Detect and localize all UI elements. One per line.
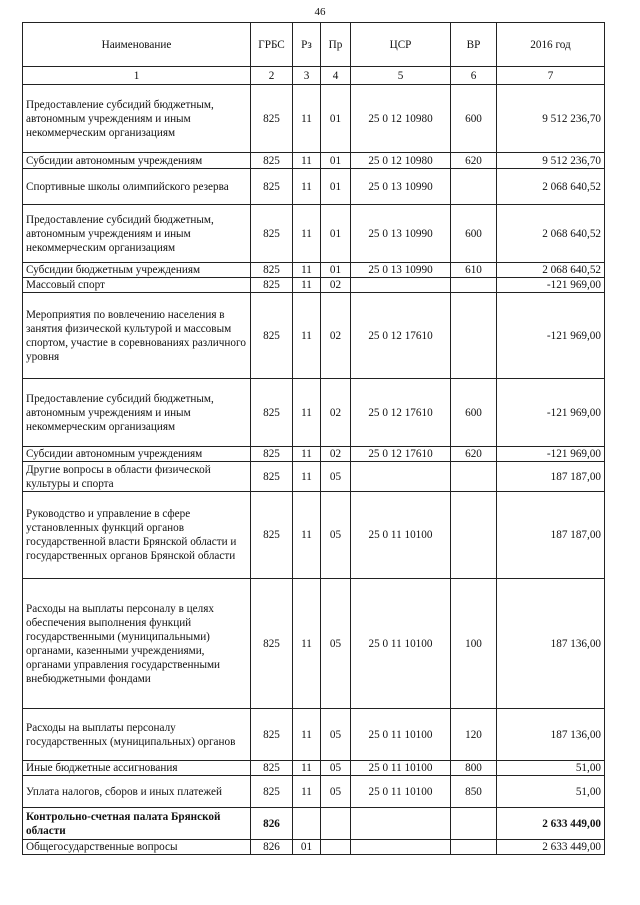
- cell-rz: 11: [293, 153, 321, 169]
- cell-name: Предоставление субсидий бюджетным, автономным учреждениям и иным некоммерческим организациям: [23, 379, 251, 447]
- cell-rz: 11: [293, 293, 321, 379]
- header-name: Наименование: [23, 23, 251, 67]
- cell-grbs: 826: [251, 808, 293, 840]
- header-y2016: 2016 год: [497, 23, 605, 67]
- cell-csr: [351, 840, 451, 855]
- cell-csr: 25 0 13 10990: [351, 205, 451, 263]
- column-number-vr: 6: [451, 67, 497, 85]
- cell-csr: 25 0 11 10100: [351, 709, 451, 761]
- cell-grbs: 825: [251, 169, 293, 205]
- cell-vr: [451, 462, 497, 492]
- cell-y2016: 187 187,00: [497, 492, 605, 579]
- cell-grbs: 825: [251, 447, 293, 462]
- table-row: [23, 379, 605, 447]
- cell-name: Предоставление субсидий бюджетным, автономным учреждениям и иным некоммерческим организациям: [23, 85, 251, 153]
- cell-rz: [293, 808, 321, 840]
- cell-y2016: 2 633 449,00: [497, 808, 605, 840]
- cell-pr: 05: [321, 462, 351, 492]
- column-number-row: [23, 67, 605, 85]
- cell-grbs: 825: [251, 205, 293, 263]
- cell-name: Общегосударственные вопросы: [23, 840, 251, 855]
- cell-csr: 25 0 11 10100: [351, 492, 451, 579]
- cell-rz: 11: [293, 579, 321, 709]
- budget-table: [22, 22, 605, 855]
- table-row: [23, 761, 605, 776]
- cell-csr: 25 0 11 10100: [351, 776, 451, 808]
- header-pr: Пр: [321, 23, 351, 67]
- cell-y2016: -121 969,00: [497, 447, 605, 462]
- cell-grbs: 825: [251, 278, 293, 293]
- table-row: [23, 205, 605, 263]
- column-number-pr: 4: [321, 67, 351, 85]
- cell-pr: 02: [321, 293, 351, 379]
- cell-vr: 600: [451, 85, 497, 153]
- cell-rz: 11: [293, 462, 321, 492]
- cell-grbs: 825: [251, 293, 293, 379]
- cell-name: Другие вопросы в области физической культуры и спорта: [23, 462, 251, 492]
- cell-vr: [451, 808, 497, 840]
- cell-y2016: 187 136,00: [497, 709, 605, 761]
- cell-vr: 620: [451, 447, 497, 462]
- cell-pr: 05: [321, 776, 351, 808]
- cell-name: Субсидии автономным учреждениям: [23, 153, 251, 169]
- cell-csr: [351, 278, 451, 293]
- column-number-csr: 5: [351, 67, 451, 85]
- cell-y2016: 51,00: [497, 761, 605, 776]
- column-number-grbs: 2: [251, 67, 293, 85]
- cell-pr: [321, 840, 351, 855]
- cell-csr: 25 0 12 17610: [351, 293, 451, 379]
- header-csr: ЦСР: [351, 23, 451, 67]
- cell-pr: 05: [321, 579, 351, 709]
- cell-csr: 25 0 11 10100: [351, 579, 451, 709]
- cell-vr: [451, 278, 497, 293]
- cell-vr: 620: [451, 153, 497, 169]
- cell-y2016: 2 068 640,52: [497, 169, 605, 205]
- page-number: 46: [314, 6, 326, 18]
- cell-y2016: -121 969,00: [497, 379, 605, 447]
- cell-csr: [351, 462, 451, 492]
- table-row: [23, 447, 605, 462]
- cell-grbs: 825: [251, 462, 293, 492]
- cell-pr: 05: [321, 709, 351, 761]
- cell-grbs: 825: [251, 709, 293, 761]
- header-grbs: ГРБС: [251, 23, 293, 67]
- table-row: [23, 579, 605, 709]
- header-rz: Рз: [293, 23, 321, 67]
- cell-rz: 11: [293, 379, 321, 447]
- cell-vr: [451, 169, 497, 205]
- column-number-rz: 3: [293, 67, 321, 85]
- cell-pr: 02: [321, 379, 351, 447]
- cell-grbs: 825: [251, 579, 293, 709]
- header-vr: ВР: [451, 23, 497, 67]
- cell-name: Спортивные школы олимпийского резерва: [23, 169, 251, 205]
- cell-y2016: 2 068 640,52: [497, 205, 605, 263]
- table-row: [23, 492, 605, 579]
- cell-vr: 850: [451, 776, 497, 808]
- cell-pr: 02: [321, 447, 351, 462]
- cell-y2016: 2 633 449,00: [497, 840, 605, 855]
- cell-vr: 100: [451, 579, 497, 709]
- cell-grbs: 825: [251, 492, 293, 579]
- cell-vr: 600: [451, 205, 497, 263]
- cell-rz: 11: [293, 169, 321, 205]
- column-number-y2016: 7: [497, 67, 605, 85]
- cell-csr: 25 0 12 10980: [351, 85, 451, 153]
- cell-vr: [451, 840, 497, 855]
- cell-csr: 25 0 13 10990: [351, 169, 451, 205]
- cell-y2016: -121 969,00: [497, 278, 605, 293]
- cell-pr: 01: [321, 205, 351, 263]
- cell-rz: 11: [293, 205, 321, 263]
- table-row: [23, 278, 605, 293]
- cell-rz: 11: [293, 761, 321, 776]
- table-row: [23, 169, 605, 205]
- cell-csr: 25 0 13 10990: [351, 263, 451, 278]
- cell-pr: [321, 808, 351, 840]
- cell-y2016: 9 512 236,70: [497, 85, 605, 153]
- cell-rz: 11: [293, 278, 321, 293]
- cell-y2016: -121 969,00: [497, 293, 605, 379]
- cell-pr: 05: [321, 492, 351, 579]
- cell-grbs: 825: [251, 776, 293, 808]
- cell-rz: 11: [293, 492, 321, 579]
- cell-grbs: 826: [251, 840, 293, 855]
- cell-name: Руководство и управление в сфере установленных функций органов государственной власти Брянской области и государственных органов Брянской области: [23, 492, 251, 579]
- cell-pr: 01: [321, 263, 351, 278]
- cell-grbs: 825: [251, 379, 293, 447]
- cell-y2016: 51,00: [497, 776, 605, 808]
- cell-rz: 11: [293, 709, 321, 761]
- cell-grbs: 825: [251, 153, 293, 169]
- cell-name: Предоставление субсидий бюджетным, автономным учреждениям и иным некоммерческим организациям: [23, 205, 251, 263]
- cell-rz: 11: [293, 263, 321, 278]
- cell-grbs: 825: [251, 85, 293, 153]
- cell-name: Контрольно-счетная палата Брянской области: [23, 808, 251, 840]
- cell-vr: 600: [451, 379, 497, 447]
- cell-vr: 800: [451, 761, 497, 776]
- cell-vr: 610: [451, 263, 497, 278]
- table-row: [23, 153, 605, 169]
- header-row: [23, 23, 605, 67]
- cell-vr: 120: [451, 709, 497, 761]
- cell-rz: 11: [293, 776, 321, 808]
- cell-pr: 01: [321, 169, 351, 205]
- cell-rz: 11: [293, 85, 321, 153]
- cell-rz: 11: [293, 447, 321, 462]
- cell-name: Массовый спорт: [23, 278, 251, 293]
- cell-name: Мероприятия по вовлечению населения в занятия физической культурой и массовым спортом, участие в соревнованиях различного уровня: [23, 293, 251, 379]
- cell-vr: [451, 293, 497, 379]
- cell-name: Субсидии бюджетным учреждениям: [23, 263, 251, 278]
- cell-vr: [451, 492, 497, 579]
- cell-y2016: 187 187,00: [497, 462, 605, 492]
- table-row: [23, 776, 605, 808]
- table-row: [23, 263, 605, 278]
- cell-pr: 01: [321, 153, 351, 169]
- cell-name: Уплата налогов, сборов и иных платежей: [23, 776, 251, 808]
- cell-y2016: 187 136,00: [497, 579, 605, 709]
- table-row: [23, 462, 605, 492]
- cell-name: Расходы на выплаты персоналу государственных (муниципальных) органов: [23, 709, 251, 761]
- column-number-name: 1: [23, 67, 251, 85]
- cell-csr: 25 0 12 17610: [351, 379, 451, 447]
- cell-name: Расходы на выплаты персоналу в целях обеспечения выполнения функций государственными (муниципальными) органами, казенными учреждениями, органами управления государственными внебюджетными фондами: [23, 579, 251, 709]
- table-row: [23, 709, 605, 761]
- cell-csr: 25 0 12 10980: [351, 153, 451, 169]
- cell-pr: 02: [321, 278, 351, 293]
- table-row: [23, 85, 605, 153]
- cell-pr: 05: [321, 761, 351, 776]
- cell-csr: 25 0 12 17610: [351, 447, 451, 462]
- cell-grbs: 825: [251, 761, 293, 776]
- cell-grbs: 825: [251, 263, 293, 278]
- cell-name: Субсидии автономным учреждениям: [23, 447, 251, 462]
- cell-csr: [351, 808, 451, 840]
- cell-name: Иные бюджетные ассигнования: [23, 761, 251, 776]
- table-row: [23, 840, 605, 855]
- table-row: [23, 293, 605, 379]
- table-row: [23, 808, 605, 840]
- cell-y2016: 9 512 236,70: [497, 153, 605, 169]
- cell-y2016: 2 068 640,52: [497, 263, 605, 278]
- cell-csr: 25 0 11 10100: [351, 761, 451, 776]
- cell-pr: 01: [321, 85, 351, 153]
- cell-rz: 01: [293, 840, 321, 855]
